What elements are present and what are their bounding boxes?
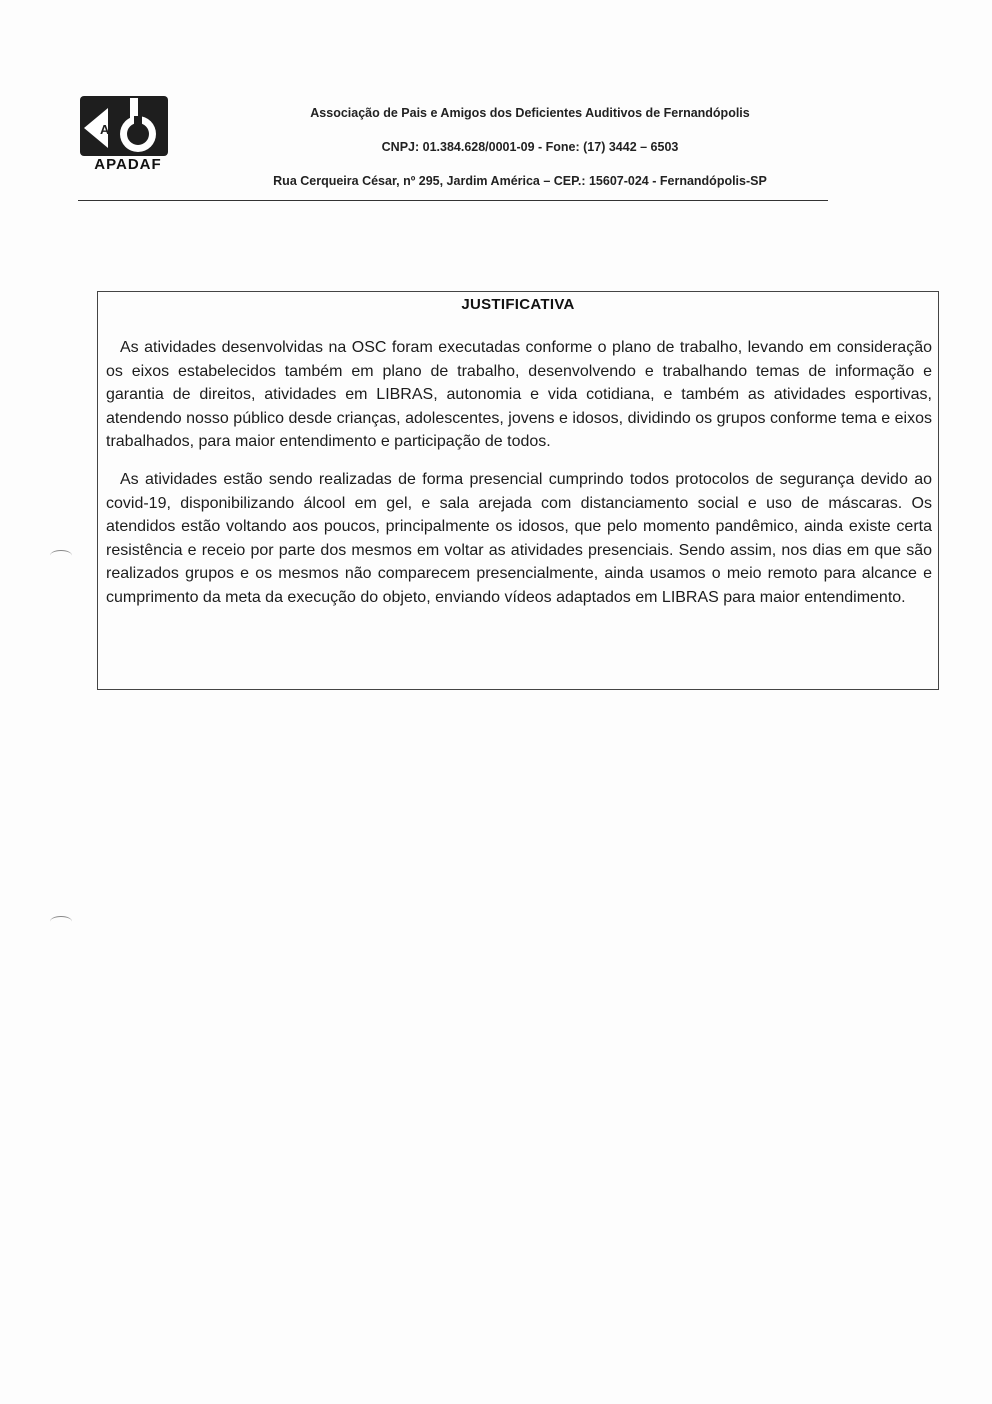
ear-logo-icon — [78, 94, 178, 158]
header-divider — [78, 200, 828, 201]
scan-mark — [50, 916, 72, 927]
svg-text:A: A — [100, 122, 110, 137]
letterhead — [230, 100, 850, 202]
logo-text: APADAF — [94, 156, 162, 173]
apadaf-logo — [78, 94, 178, 174]
paragraph-2: As atividades estão sendo realizadas de forma presencial cumprindo todos protocolos de segurança devido ao covid-19, disponibilizando álcool em gel, e sala arejada com distanciamento social e uso de máscaras. Os atendidos estão voltando aos poucos, principalmente os idosos, que pelo momento pandêmico, ainda existe certa resistência e receio por parte dos mesmos em voltar as atividades presenciais. Sendo assim, nos dias em que são realizados grupos e os mesmos não comparecem presencialmente, ainda usamos o meio remoto para alcance e cumprimento da meta da execução do objeto, enviando vídeos adaptados em LIBRAS para maior entendimento. — [106, 471, 932, 606]
address: Rua Cerqueira César, nº 295, Jardim América – CEP.: 15607-024 - Fernandópolis-SP — [273, 174, 767, 188]
cnpj-phone: CNPJ: 01.384.628/0001-09 - Fone: (17) 3442 – 6503 — [381, 140, 679, 154]
paragraph-1: As atividades desenvolvidas na OSC foram executadas conforme o plano de trabalho, levando em consideração os eixos estabelecidos também em plano de trabalho, desenvolvendo e trabalhando temas de informação e garantia de direitos, atividades em LIBRAS, autonomia e vida cotidiana, e também as atividades esportivas, atendendo nosso público desde crianças, adolescentes, jovens e idosos, dividindo os grupos conforme tema e eixos trabalhados, para maior entendimento e participação de todos. — [106, 339, 932, 450]
justificativa-box — [97, 291, 939, 690]
organization-name: Associação de Pais e Amigos dos Deficientes Auditivos de Fernandópolis — [310, 106, 750, 120]
justificativa-title: JUSTIFICATIVA — [461, 296, 575, 313]
scan-mark — [50, 550, 72, 561]
